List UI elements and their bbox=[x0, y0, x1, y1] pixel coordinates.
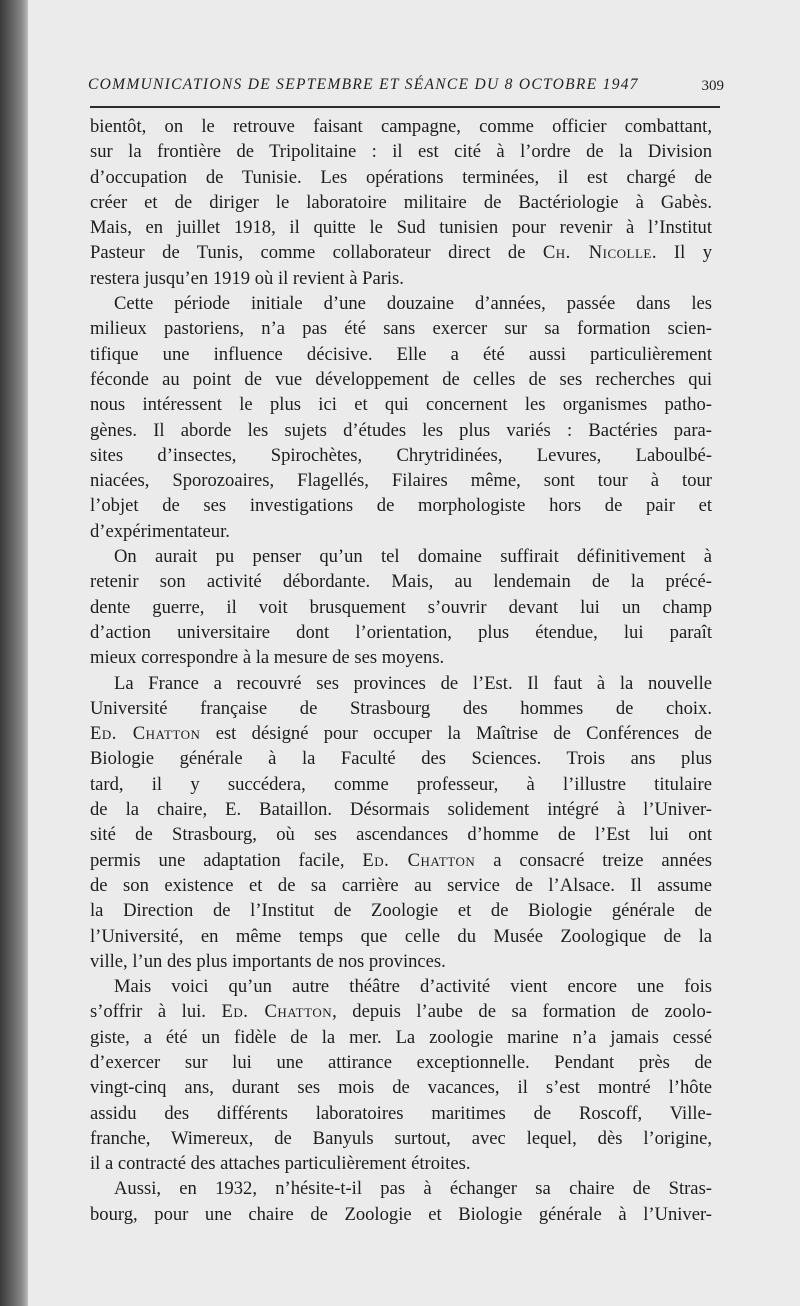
text-line: Biologie générale à la Faculté des Sciences. Trois ans plus bbox=[90, 748, 712, 770]
text-line: créer et de diriger le laboratoire militaire de Bactériologie à Gabès. bbox=[90, 191, 712, 213]
body-text bbox=[90, 114, 712, 1227]
text-fragment: Pasteur de Tunis, comme collaborateur direct de bbox=[90, 242, 526, 264]
text-fragment: , depuis l’aube de sa formation de zoolo- bbox=[332, 1001, 712, 1023]
text-line: féconde au point de vue développement de celles de ses recherches qui bbox=[90, 368, 712, 390]
text-line: On aurait pu penser qu’un tel domaine suffirait définitivement à bbox=[114, 546, 712, 568]
text-line: sur la frontière de Tripolitaine : il est cité à l’ordre de la Division bbox=[90, 141, 712, 163]
text-line: retenir son activité débordante. Mais, au lendemain de la précé- bbox=[90, 571, 712, 593]
text-line: nous intéressent le plus ici et qui concernent les organismes patho- bbox=[90, 394, 712, 416]
person-name: Ed. Chatton bbox=[221, 1001, 333, 1023]
text-line: Aussi, en 1932, n’hésite-t-il pas à échanger sa chaire de Stras- bbox=[114, 1178, 712, 1200]
book-binding-shadow bbox=[0, 0, 28, 1306]
text-line: ville, l’un des plus importants de nos provinces. bbox=[90, 950, 446, 972]
text-fragment: s’offrir à lui. bbox=[90, 1001, 206, 1023]
text-line: mieux correspondre à la mesure de ses moyens. bbox=[90, 647, 445, 669]
running-head: COMMUNICATIONS DE SEPTEMBRE ET SÉANCE DU 8 OCTOBRE 1947 bbox=[88, 76, 639, 93]
person-name: Ed. Chatton bbox=[90, 723, 201, 745]
text-line: giste, a été un fidèle de la mer. La zoologie marine n’a jamais cessé bbox=[90, 1026, 712, 1048]
text-line bbox=[90, 848, 712, 873]
header-rule bbox=[90, 106, 720, 108]
text-line: d’expérimentateur. bbox=[90, 520, 230, 542]
text-line: Cette période initiale d’une douzaine d’années, passée dans les bbox=[114, 293, 712, 315]
page-header bbox=[88, 70, 724, 98]
text-line: il a contracté des attaches particulièrement étroites. bbox=[90, 1153, 471, 1175]
text-line: La France a recouvré ses provinces de l’Est. Il faut à la nouvelle bbox=[114, 672, 712, 694]
text-line: d’exercer sur lui une attirance exceptionnelle. Pendant près de bbox=[90, 1051, 712, 1073]
text-line: vingt-cinq ans, durant ses mois de vacances, il s’est montré l’hôte bbox=[90, 1077, 712, 1099]
text-line bbox=[90, 721, 712, 746]
text-fragment: . Il y bbox=[651, 242, 713, 264]
text-line: tifique une influence décisive. Elle a été aussi particulièrement bbox=[90, 343, 712, 365]
text-line: tard, il y succédera, comme professeur, à l’illustre titulaire bbox=[90, 773, 712, 795]
text-line: restera jusqu’en 1919 où il revient à Paris. bbox=[90, 267, 404, 289]
text-line: Université française de Strasbourg des hommes de choix. bbox=[90, 697, 712, 719]
text-line: Mais, en juillet 1918, il quitte le Sud tunisien pour revenir à l’Institut bbox=[90, 217, 712, 239]
text-line: niacées, Sporozoaires, Flagellés, Filaires même, sont tour à tour bbox=[90, 470, 712, 492]
person-name: Ch. Nicolle bbox=[542, 242, 652, 264]
text-line: gènes. Il aborde les sujets d’études les plus variés : Bactéries para- bbox=[90, 419, 712, 441]
text-line: la Direction de l’Institut de Zoologie et de Biologie générale de bbox=[90, 900, 712, 922]
text-line: sité de Strasbourg, où ses ascendances d’homme de l’Est lui ont bbox=[90, 824, 712, 846]
text-line: d’action universitaire dont l’orientation, plus étendue, lui paraît bbox=[90, 621, 712, 643]
text-line: sites d’insectes, Spirochètes, Chrytridinées, Levures, Laboulbé- bbox=[90, 444, 712, 466]
text-line: l’Université, en même temps que celle du Musée Zoologique de la bbox=[90, 925, 712, 947]
text-fragment: permis une adaptation facile, bbox=[90, 849, 345, 871]
text-line: de la chaire, E. Bataillon. Désormais solidement intégré à l’Univer- bbox=[90, 799, 712, 821]
text-line: l’objet de ses investigations de morphologiste hors de pair et bbox=[90, 495, 712, 517]
text-line: d’occupation de Tunisie. Les opérations terminées, il est chargé de bbox=[90, 166, 712, 188]
text-fragment: est désigné pour occuper la Maîtrise de Conférences de bbox=[215, 723, 712, 745]
text-line: Mais voici qu’un autre théâtre d’activité vient encore une fois bbox=[114, 976, 712, 998]
text-line bbox=[90, 240, 712, 265]
text-line: de son existence et de sa carrière au service de l’Alsace. Il assume bbox=[90, 874, 712, 896]
person-name: Ed. Chatton bbox=[362, 849, 476, 871]
text-line: bientôt, on le retrouve faisant campagne, comme officier combattant, bbox=[90, 116, 712, 137]
page-number: 309 bbox=[701, 78, 724, 94]
text-line: milieux pastoriens, n’a pas été sans exercer sur sa formation scien- bbox=[90, 318, 712, 340]
text-fragment: a consacré treize années bbox=[493, 849, 712, 871]
text-line: bourg, pour une chaire de Zoologie et Biologie générale à l’Univer- bbox=[90, 1203, 712, 1225]
text-line: franche, Wimereux, de Banyuls surtout, avec lequel, dès l’origine, bbox=[90, 1127, 712, 1149]
text-line: dente guerre, il voit brusquement s’ouvrir devant lui un champ bbox=[90, 596, 712, 618]
text-line: assidu des différents laboratoires maritimes de Roscoff, Ville- bbox=[90, 1102, 712, 1124]
text-line bbox=[90, 999, 712, 1024]
